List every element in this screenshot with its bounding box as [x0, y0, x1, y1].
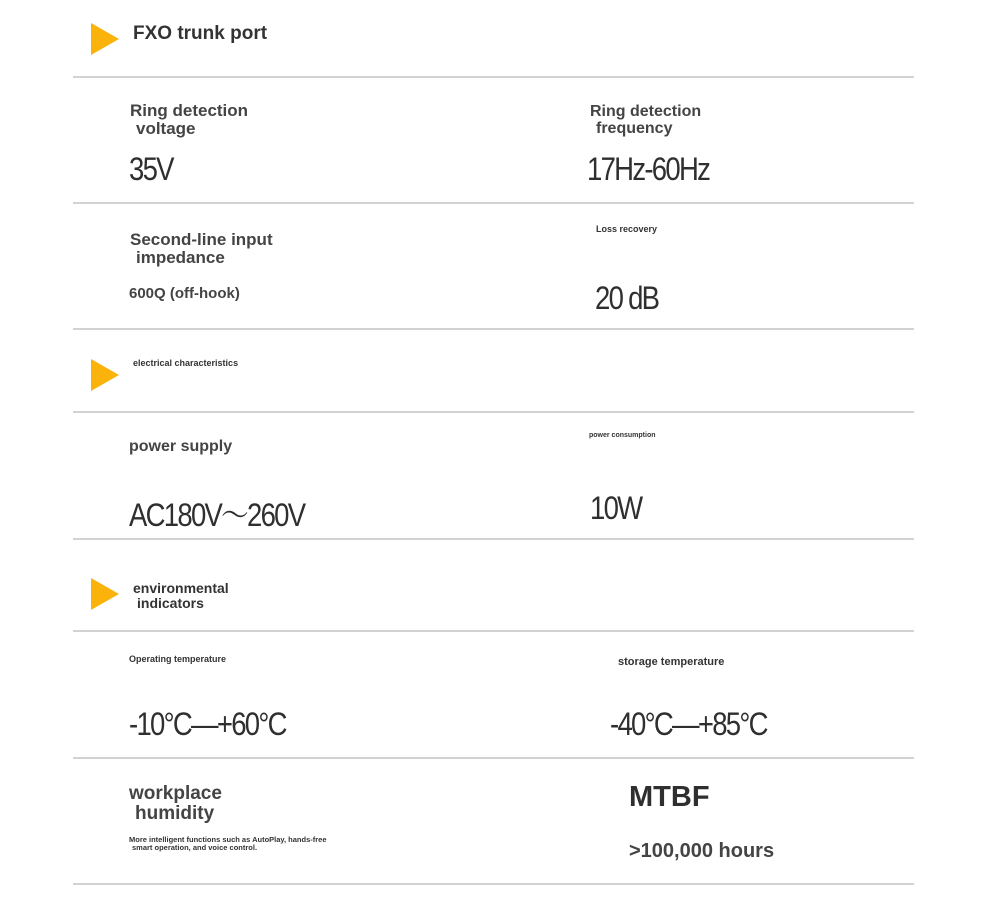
operating-temperature-label: Operating temperature: [129, 654, 227, 664]
power-consumption-label: power consumption: [589, 432, 656, 439]
power-consumption-value: 10W: [590, 490, 642, 526]
mtbf-value: >100,000 hours: [629, 840, 775, 862]
impedance-label: Second-line input impedance: [130, 230, 273, 267]
ring-frequency-value: 17Hz-60Hz: [587, 151, 710, 187]
section-title-environment: environmental indicators: [133, 580, 229, 611]
power-supply-label: power supply: [129, 438, 233, 455]
storage-temperature-value: -40°C—+85°C: [610, 706, 767, 742]
divider: [73, 538, 914, 540]
section-arrow-icon: [91, 359, 119, 391]
divider: [73, 883, 914, 885]
divider: [73, 630, 914, 632]
divider: [73, 76, 914, 78]
section-title-fxo: FXO trunk port: [133, 23, 268, 44]
ring-voltage-label: Ring detection voltage: [130, 101, 249, 138]
loss-recovery-label: Loss recovery: [596, 224, 658, 234]
ring-frequency-label: Ring detection frequency: [590, 103, 702, 137]
operating-temperature-value: -10°C—+60°C: [129, 706, 286, 742]
ring-voltage-value: 35V: [129, 151, 173, 187]
section-arrow-icon: [91, 23, 119, 55]
humidity-label: workplace humidity: [129, 783, 222, 824]
divider: [73, 328, 914, 330]
section-arrow-icon: [91, 578, 119, 610]
storage-temperature-label: storage temperature: [618, 656, 725, 668]
divider: [73, 202, 914, 204]
divider: [73, 757, 914, 759]
power-supply-value: AC180V～260V: [129, 497, 305, 533]
humidity-note: More intelligent functions such as AutoPlay, hands-free smart operation, and voice control.: [129, 835, 327, 852]
divider: [73, 411, 914, 413]
section-title-electrical: electrical characteristics: [133, 358, 239, 368]
mtbf-label: MTBF: [629, 781, 710, 813]
impedance-value: 600Q (off-hook): [129, 285, 240, 302]
loss-recovery-value: 20 dB: [595, 280, 659, 316]
